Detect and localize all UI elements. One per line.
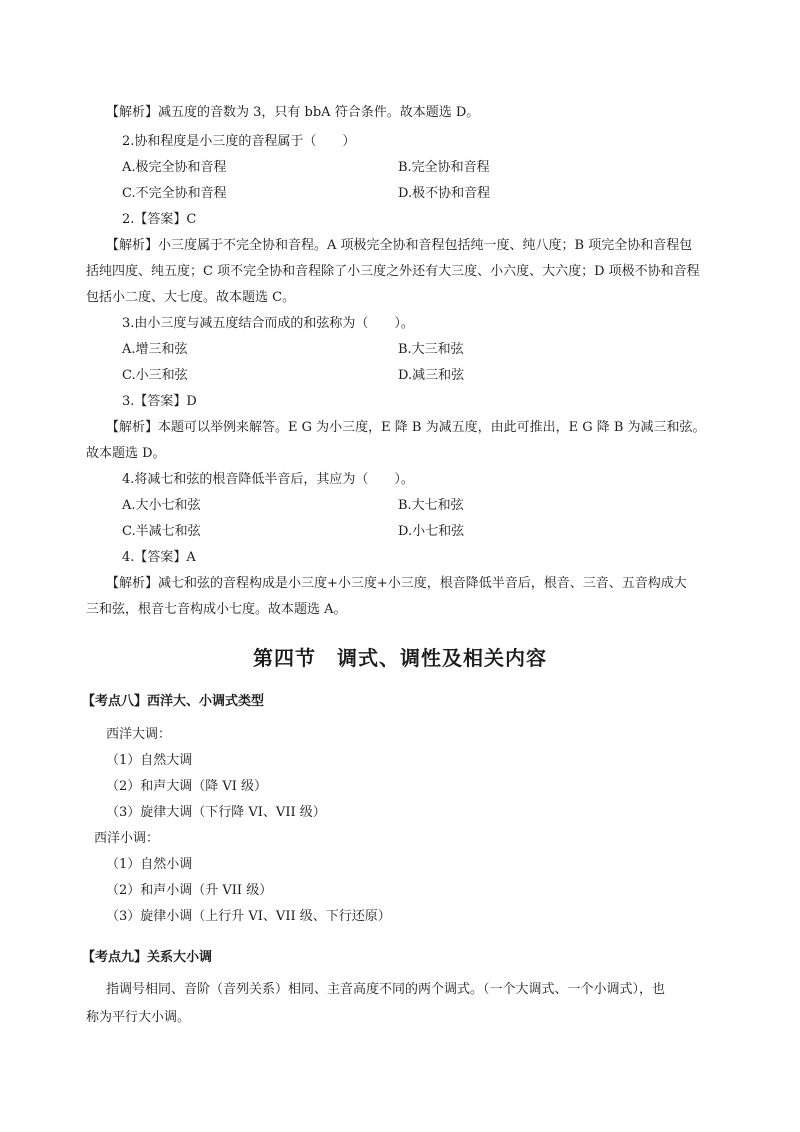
q3-option-c: C.小三和弦 (122, 368, 188, 383)
minor-item: （2）和声小调（升 VII 级） (106, 883, 273, 898)
minor-item: （3）旋律小调（上行升 VI、VII 级、下行还原） (106, 909, 391, 924)
major-item: （3）旋律大调（下行降 VI、VII 级） (106, 805, 326, 820)
q3-stem: 3.由小三度与减五度结合而成的和弦称为（ ）。 (122, 316, 414, 331)
major-label: 西洋大调： (106, 727, 172, 742)
q3-analysis-line: 故本题选 D。 (86, 446, 166, 461)
section-title: 第四节 调式、调性及相关内容 (253, 646, 547, 670)
q2-analysis-line: 括纯四度、纯五度；C 项不完全协和音程除了小三度之外还有大三度、小六度、大六度；D 项极不协和音程 (86, 264, 700, 279)
minor-item: （1）自然小调 (106, 857, 193, 872)
major-item: （2）和声大调（降 VI 级） (106, 779, 268, 794)
q4-analysis-line: 三和弦，根音七音构成小七度。故本题选 A。 (86, 602, 347, 617)
q4-option-c: C.半减七和弦 (122, 524, 201, 539)
kaodian9-title: 【考点九】关系大小调 (82, 950, 213, 965)
q3-option-b: B.大三和弦 (398, 342, 464, 357)
q2-option-d: D.极不协和音程 (398, 186, 491, 201)
q2-answer: 2.【答案】C (122, 212, 197, 227)
q2-option-c: C.不完全协和音程 (122, 186, 227, 201)
q2-option-b: B.完全协和音程 (398, 160, 490, 175)
q4-option-b: B.大七和弦 (398, 498, 464, 513)
paragraph-line: 指调号相同、音阶（音列关系）相同、主音高度不同的两个调式。（一个大调式、一个小调式），也 (106, 982, 666, 997)
q4-option-d: D.小七和弦 (398, 524, 465, 539)
q3-option-d: D.减三和弦 (398, 368, 465, 383)
kaodian9-paragraph (86, 976, 726, 1032)
q4-option-a: A.大小七和弦 (122, 498, 201, 513)
q4-stem: 4.将减七和弦的根音降低半音后，其应为（ ）。 (122, 472, 414, 487)
q2-analysis-line: 包括小二度、大七度。故本题选 C。 (86, 290, 296, 305)
q4-analysis-line: 【解析】减七和弦的音程构成是小三度+小三度+小三度，根音降低半音后，根音、三音、五音构成大 (106, 576, 687, 591)
q3-analysis-line: 【解析】本题可以举例来解答。E G 为小三度，E 降 B 为减五度，由此可推出，E G 降 B 为减三和弦。 (106, 420, 706, 435)
kaodian8-title: 【考点八】西洋大、小调式类型 (82, 694, 265, 709)
paragraph-line: 称为平行大小调。 (86, 1010, 191, 1025)
q2-option-a: A.极完全协和音程 (122, 160, 227, 175)
minor-label: 西洋小调： (94, 831, 160, 846)
q1-analysis: 【解析】减五度的音数为 3，只有 bbA 符合条件。故本题选 D。 (106, 105, 480, 120)
q3-option-a: A.增三和弦 (122, 342, 188, 357)
q2-analysis-line: 【解析】小三度属于不完全协和音程。A 项极完全协和音程包括纯一度、纯八度；B 项完全协和音程包 (106, 238, 693, 253)
q4-answer: 4.【答案】A (122, 550, 196, 565)
q3-answer: 3.【答案】D (122, 394, 197, 409)
q2-stem: 2.协和程度是小三度的音程属于（ ） (122, 134, 356, 149)
major-item: （1）自然大调 (106, 753, 193, 768)
